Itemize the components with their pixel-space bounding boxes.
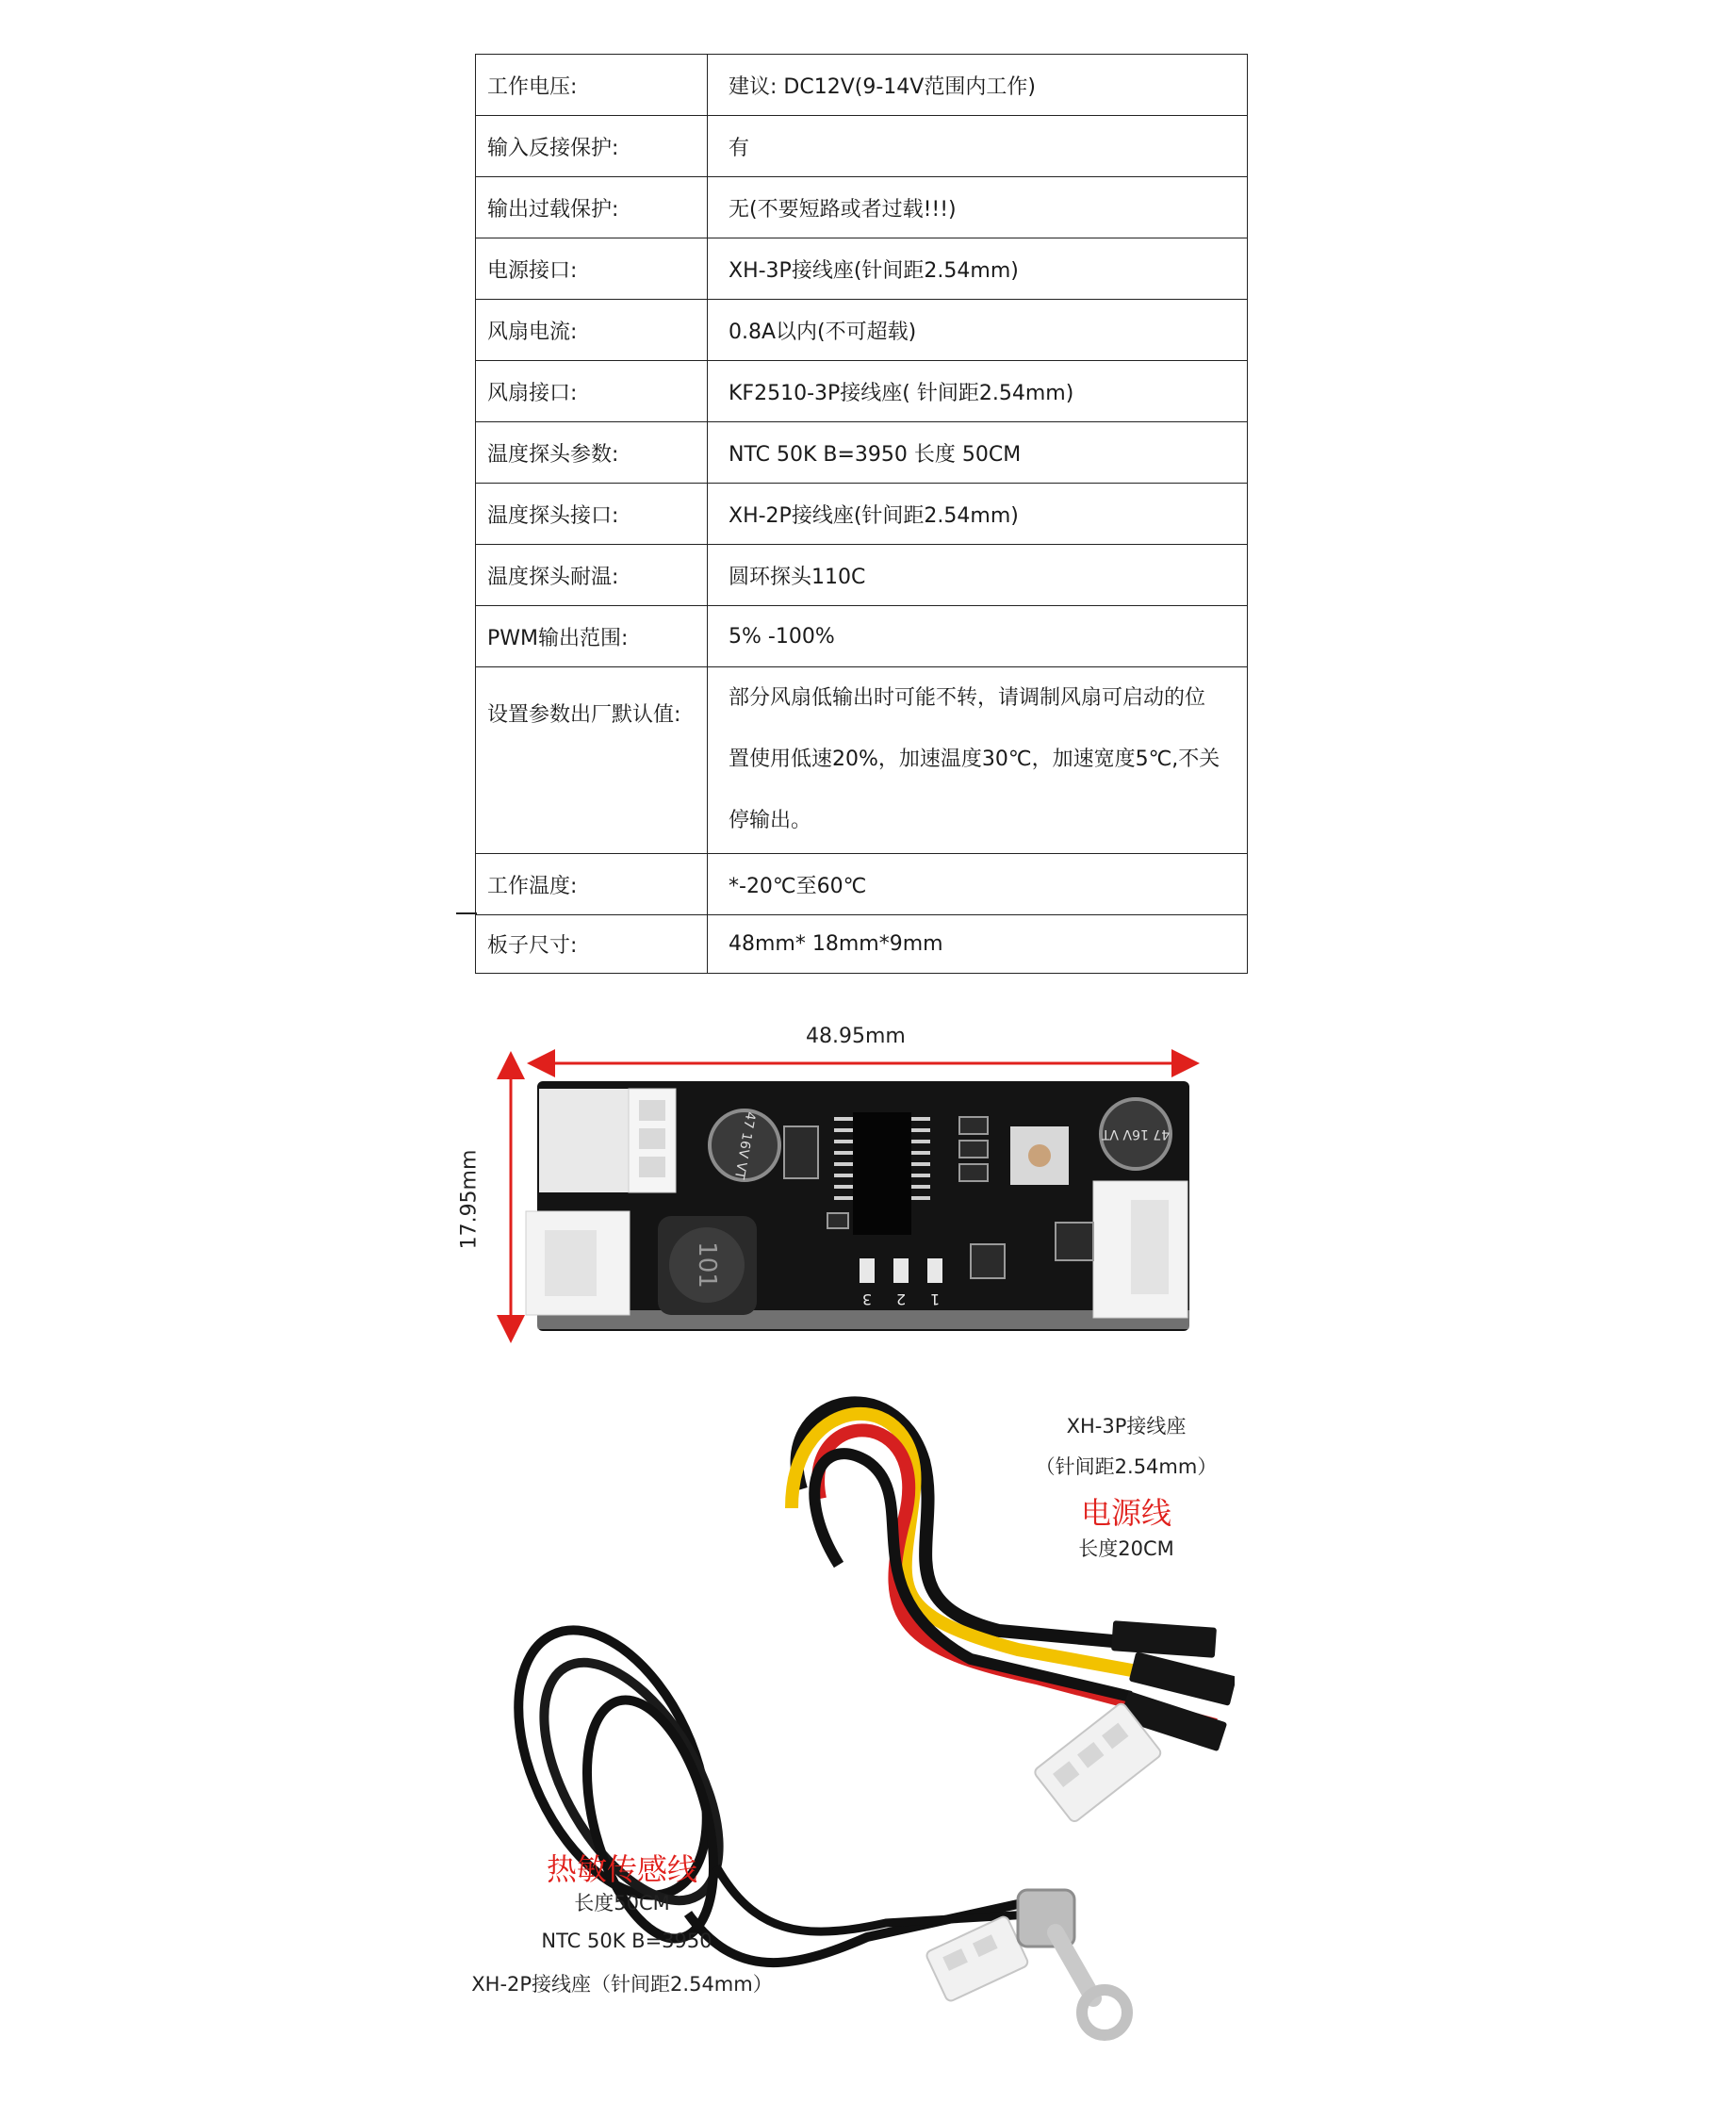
board-photo [471,1023,1244,1372]
sensor-length-label: 长度50CM [574,1892,670,1914]
spec-key: 输入反接保护: [476,116,708,177]
fan-connector [539,1089,629,1192]
spec-row [476,300,1248,361]
power-cable-title: 电源线 [1080,1495,1171,1531]
spec-value: KF2510-3P接线座( 针间距2.54mm) [708,361,1248,422]
spec-key: 板子尺寸: [476,915,708,974]
led-1 [927,1258,942,1283]
spec-value: 0.8A以内(不可超载) [708,300,1248,361]
height-dimension-label: 17.95mm [457,1149,482,1250]
sensor-cable-title: 热敏传感线 [546,1851,697,1887]
spec-row [476,606,1248,667]
spec-key: 电源接口: [476,238,708,300]
table-divider [456,912,477,914]
spec-key: PWM输出范围: [476,606,708,667]
sensor-connector-label: XH-2P接线座（针间距2.54mm） [471,1973,773,1996]
ring-probe [1018,1890,1127,2035]
spec-value-line: 部分风扇低输出时可能不转，请调制风扇可启动的位 [729,686,1206,710]
capacitor-right-label: 47 16V VT [1101,1126,1171,1142]
spec-key: 工作电压: [476,55,708,116]
board-figure [457,1023,1244,1372]
spec-row [476,177,1248,238]
xh-2p-plug [925,1915,1030,2003]
spec-key: 设置参数出厂默认值: [476,667,708,854]
power-length-label: 长度20CM [1078,1537,1174,1560]
spec-value: NTC 50K B=3950 长度 50CM [708,422,1248,484]
spec-table-body [476,55,1248,974]
spec-key: 温度探头参数: [476,422,708,484]
led-label-3: 3 [861,1290,873,1308]
spec-value: 5% -100% [708,606,1248,667]
spec-value: 建议: DC12V(9-14V范围内工作) [708,55,1248,116]
spec-row [476,361,1248,422]
spec-table [475,54,1248,974]
spec-value: 有 [708,116,1248,177]
spec-value: XH-3P接线座(针间距2.54mm) [708,238,1248,300]
spec-key: 风扇接口: [476,361,708,422]
spec-row [476,667,1248,854]
spec-value: 圆环探头110C [708,545,1248,606]
spec-key: 温度探头耐温: [476,545,708,606]
capacitor-left-label: 47 16V VT [730,1110,759,1180]
power-pitch-label: （针间距2.54mm） [1035,1455,1218,1478]
spec-key: 工作温度: [476,854,708,915]
spec-row [476,422,1248,484]
spec-row [476,484,1248,545]
spec-key: 温度探头接口: [476,484,708,545]
spec-row [476,915,1248,974]
spec-value: *-20℃至60℃ [708,854,1248,915]
spec-value: 48mm* 18mm*9mm [708,915,1248,974]
power-connector-label: XH-3P接线座 [1066,1415,1187,1438]
spec-row [476,116,1248,177]
led-2 [893,1258,909,1283]
spec-value [708,667,1248,854]
spec-value-line: 停输出。 [729,809,812,832]
spec-row [476,854,1248,915]
inductor-label: 101 [693,1241,721,1289]
width-dimension-label: 48.95mm [806,1025,906,1048]
sensor-ntc-label: NTC 50K B=3950 [541,1930,712,1952]
led-3 [860,1258,875,1283]
spec-key: 输出过载保护: [476,177,708,238]
spec-row [476,55,1248,116]
spec-key: 风扇电流: [476,300,708,361]
spec-row [476,238,1248,300]
controller-ic [853,1112,911,1235]
spec-value: XH-2P接线座(针间距2.54mm) [708,484,1248,545]
spec-value: 无(不要短路或者过载!!!) [708,177,1248,238]
spec-value-line: 置使用低速20%，加速温度30℃，加速宽度5℃,不关 [729,748,1220,771]
spec-row [476,545,1248,606]
led-label-2: 2 [895,1290,907,1308]
led-label-1: 1 [929,1290,941,1308]
